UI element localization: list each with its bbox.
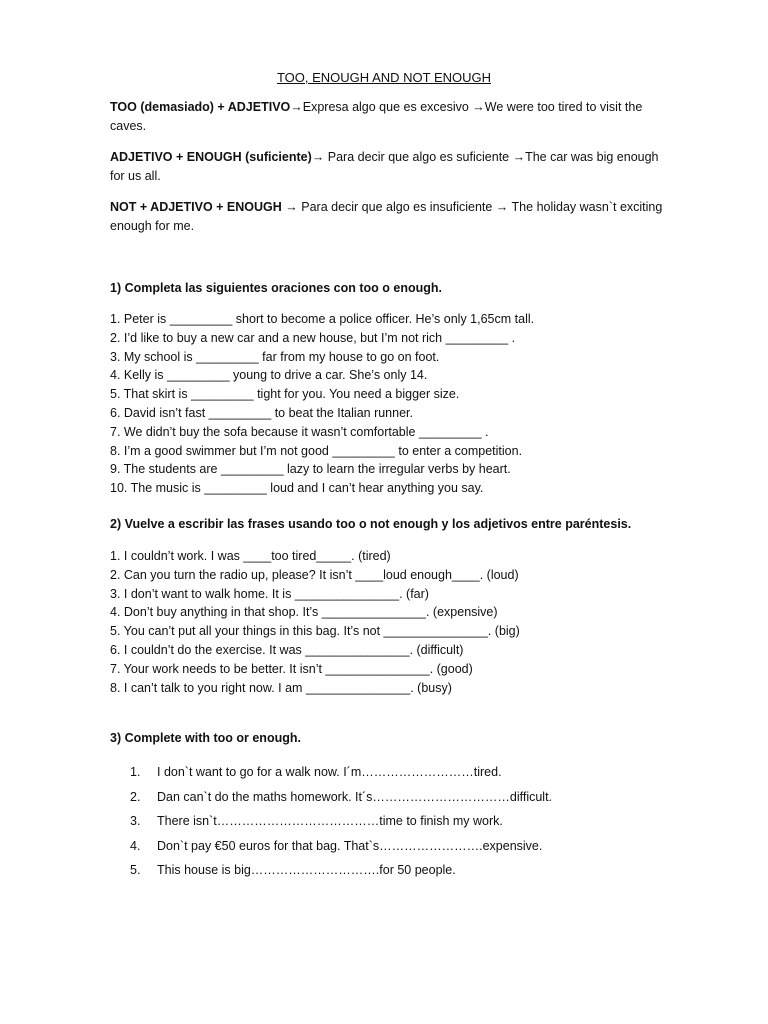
section1-heading: 1) Completa las siguientes oraciones con too o enough.	[110, 281, 442, 295]
section2-item-4: 4. Don’t buy anything in that shop. It’s _______________. (expensive)	[110, 605, 498, 620]
section3-item-number: 3.	[130, 814, 141, 828]
section3-item-text: There isn`t…………………………………time to finish my work.	[157, 814, 503, 828]
rule-not-enough	[110, 198, 670, 236]
section3-item-text: This house is big………………………….for 50 people.	[157, 863, 456, 877]
section1-item-8: 8. I’m a good swimmer but I’m not good _________ to enter a competition.	[110, 443, 523, 458]
section2-heading: 2) Vuelve a escribir las frases usando too o not enough y los adjetivos entre paréntesis.	[110, 517, 632, 531]
section3-item-5	[130, 858, 552, 883]
section3-heading: 3) Complete with too or enough.	[110, 731, 301, 745]
section3-item-2	[130, 785, 552, 810]
section1-item-6: 6. David isn’t fast _________ to beat the Italian runner.	[110, 405, 413, 420]
section3-item-4	[130, 834, 552, 859]
section1-item-9: 9. The students are _________ lazy to learn the irregular verbs by heart.	[110, 462, 511, 477]
rule-not-enough-formula: NOT + ADJETIVO + ENOUGH	[110, 200, 282, 214]
section1-item-3: 3. My school is _________ far from my house to go on foot.	[110, 349, 440, 364]
section2-item-8: 8. I can’t talk to you right now. I am _______________. (busy)	[110, 680, 452, 695]
section3-item-text: I don`t want to go for a walk now. I´m………………………tired.	[157, 765, 502, 779]
rule-too	[110, 98, 670, 136]
section2-item-6: 6. I couldn’t do the exercise. It was _______________. (difficult)	[110, 642, 464, 657]
section2-item-7: 7. Your work needs to be better. It isn’t _______________. (good)	[110, 661, 473, 676]
rule-too-formula: TOO (demasiado) + ADJETIVO	[110, 100, 291, 114]
section2-item-5: 5. You can’t put all your things in this bag. It’s not _______________. (big)	[110, 624, 520, 639]
rule-too-text: Expresa algo que es excesivo →We were too tired to visit the caves.	[110, 100, 643, 133]
section3-item-number: 5.	[130, 863, 141, 877]
worksheet-title: TOO, ENOUGH AND NOT ENOUGH	[276, 70, 492, 85]
section1-list	[110, 310, 534, 498]
section1-item-4: 4. Kelly is _________ young to drive a car. She’s only 14.	[110, 368, 428, 383]
section1-item-10: 10. The music is _________ loud and I can’t hear anything you say.	[110, 481, 484, 496]
section1-item-7: 7. We didn’t buy the sofa because it wasn’t comfortable _________ .	[110, 424, 489, 439]
section3-item-text: Dan can`t do the maths homework. It´s……………………………difficult.	[157, 789, 553, 804]
section2-item-1: 1. I couldn’t work. I was ____too tired_____. (tired)	[110, 549, 391, 563]
rule-enough-formula: ADJETIVO + ENOUGH (suficiente)→	[110, 150, 325, 164]
section3-item-number: 2.	[130, 789, 141, 804]
section1-item-2: 2. I’d like to buy a new car and a new house, but I’m not rich _________ .	[110, 330, 516, 345]
section3-item-1	[130, 760, 552, 785]
rule-not-enough-text: → Para decir que algo es insuficiente → The holiday wasn`t exciting enough for me.	[110, 200, 663, 233]
section2-item-2: 2. Can you turn the radio up, please? It isn’t ____loud enough____. (loud)	[110, 567, 519, 582]
rule-enough-text: Para decir que algo es suficiente →The car was big enough for us all.	[110, 150, 659, 183]
section3-list	[130, 760, 552, 883]
section1-item-1: 1. Peter is _________ short to become a police officer. He’s only 1,65cm tall.	[110, 312, 535, 326]
section3-item-number: 1.	[130, 765, 141, 779]
section1-item-5: 5. That skirt is _________ tight for you. You need a bigger size.	[110, 387, 460, 402]
rule-enough	[110, 148, 670, 186]
section3-item-number: 4.	[130, 838, 141, 853]
section3-item-3	[130, 809, 552, 834]
section2-item-3: 3. I don’t want to walk home. It is _______________. (far)	[110, 586, 429, 601]
rule-too-arrow: →	[290, 100, 303, 114]
section3-item-text: Don`t pay €50 euros for that bag. That`s…………………….expensive.	[157, 838, 543, 853]
section2-list	[110, 547, 520, 697]
